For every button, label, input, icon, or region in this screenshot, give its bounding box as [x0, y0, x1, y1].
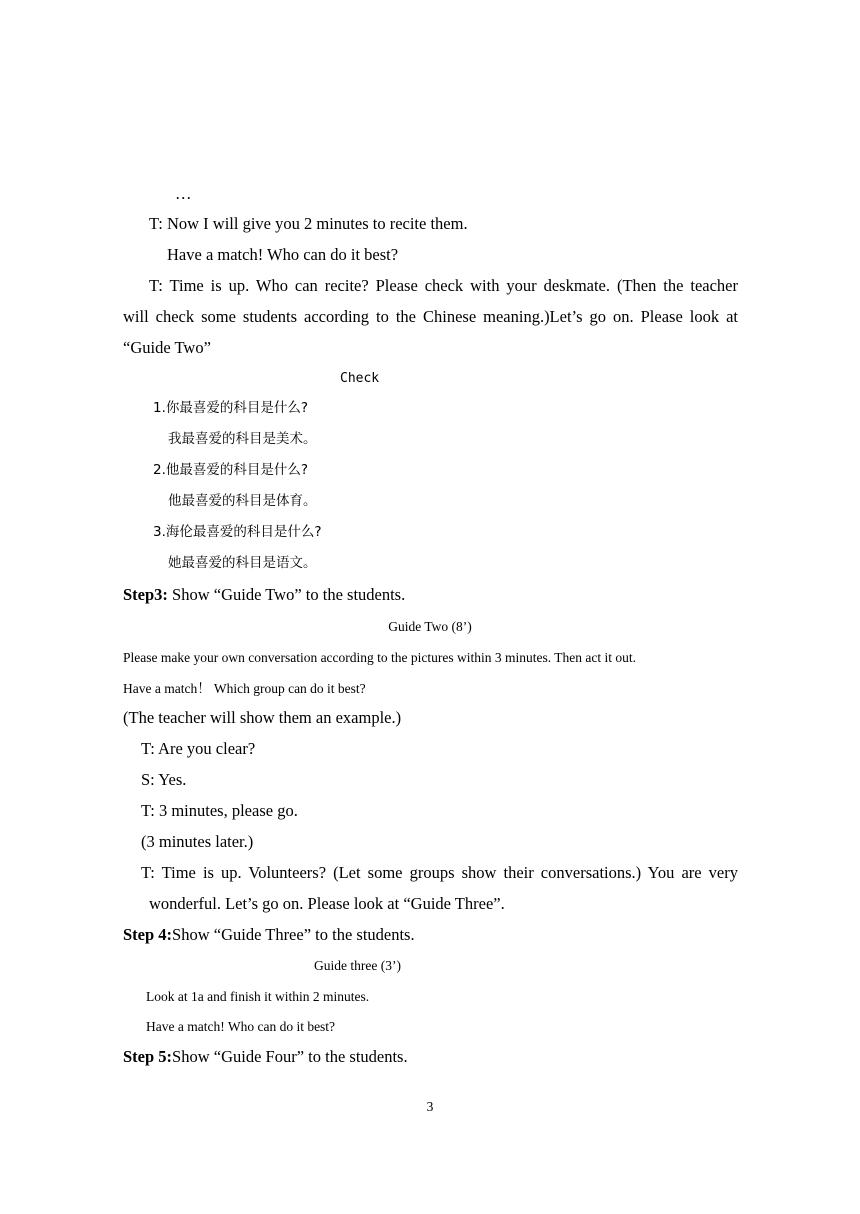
step3-label: Step3: — [123, 585, 168, 604]
check-answer-1: 我最喜爱的科目是美术。 — [168, 431, 317, 447]
teacher-line-recite: T: Now I will give you 2 minutes to recite them. — [149, 214, 468, 233]
step5-text: Show “Guide Four” to the students. — [172, 1047, 408, 1066]
guide-two-line-1: Please make your own conversation according to the pictures within 3 minutes. Then act it out. — [123, 650, 636, 665]
example-line: (The teacher will show them an example.) — [123, 708, 402, 727]
dialogue-line-5a: T: Time is up. Volunteers? (Let some groups show their conversations.) You are very — [141, 863, 738, 882]
check-question-1: 1.你最喜爱的科目是什么? — [153, 400, 309, 416]
check-question-3: 3.海伦最喜爱的科目是什么? — [153, 524, 322, 540]
ellipsis-line: … — [175, 184, 192, 203]
guide-two-line-2: Have a match！ Which group can do it best? — [123, 681, 366, 696]
step4-text: Show “Guide Three” to the students. — [172, 925, 415, 944]
guide-three-title: Guide three (3’) — [314, 958, 401, 973]
step4-heading — [123, 927, 415, 944]
step3-text: Show “Guide Two” to the students. — [167, 585, 406, 604]
check-answer-2: 他最喜爱的科目是体育。 — [168, 493, 317, 509]
teacher-line-match: Have a match! Who can do it best? — [167, 245, 399, 264]
teacher-line-check-1: T: Time is up. Who can recite? Please check with your deskmate. (Then the teacher — [149, 276, 738, 295]
guide-three-line-1: Look at 1a and finish it within 2 minutes. — [146, 989, 370, 1004]
check-question-2: 2.他最喜爱的科目是什么? — [153, 462, 309, 478]
step3-heading — [123, 587, 405, 604]
step4-label: Step 4: — [123, 925, 173, 944]
teacher-line-check-2: will check some students according to the Chinese meaning.)Let’s go on. Please look at — [123, 307, 738, 326]
step5-label: Step 5: — [123, 1047, 173, 1066]
check-answer-3: 她最喜爱的科目是语文。 — [168, 555, 317, 571]
guide-two-title: Guide Two (8’) — [388, 619, 472, 634]
teacher-line-check-3: “Guide Two” — [123, 338, 211, 357]
check-title: Check — [340, 371, 380, 386]
dialogue-line-3: T: 3 minutes, please go. — [141, 801, 298, 820]
dialogue-line-4: (3 minutes later.) — [141, 832, 254, 851]
dialogue-line-5b: wonderful. Let’s go on. Please look at “Guide Three”. — [149, 894, 505, 913]
dialogue-line-1: T: Are you clear? — [141, 739, 256, 758]
page-number: 3 — [426, 1099, 434, 1114]
step5-heading — [123, 1049, 408, 1066]
dialogue-line-2: S: Yes. — [141, 770, 187, 789]
guide-three-line-2: Have a match! Who can do it best? — [146, 1019, 336, 1034]
